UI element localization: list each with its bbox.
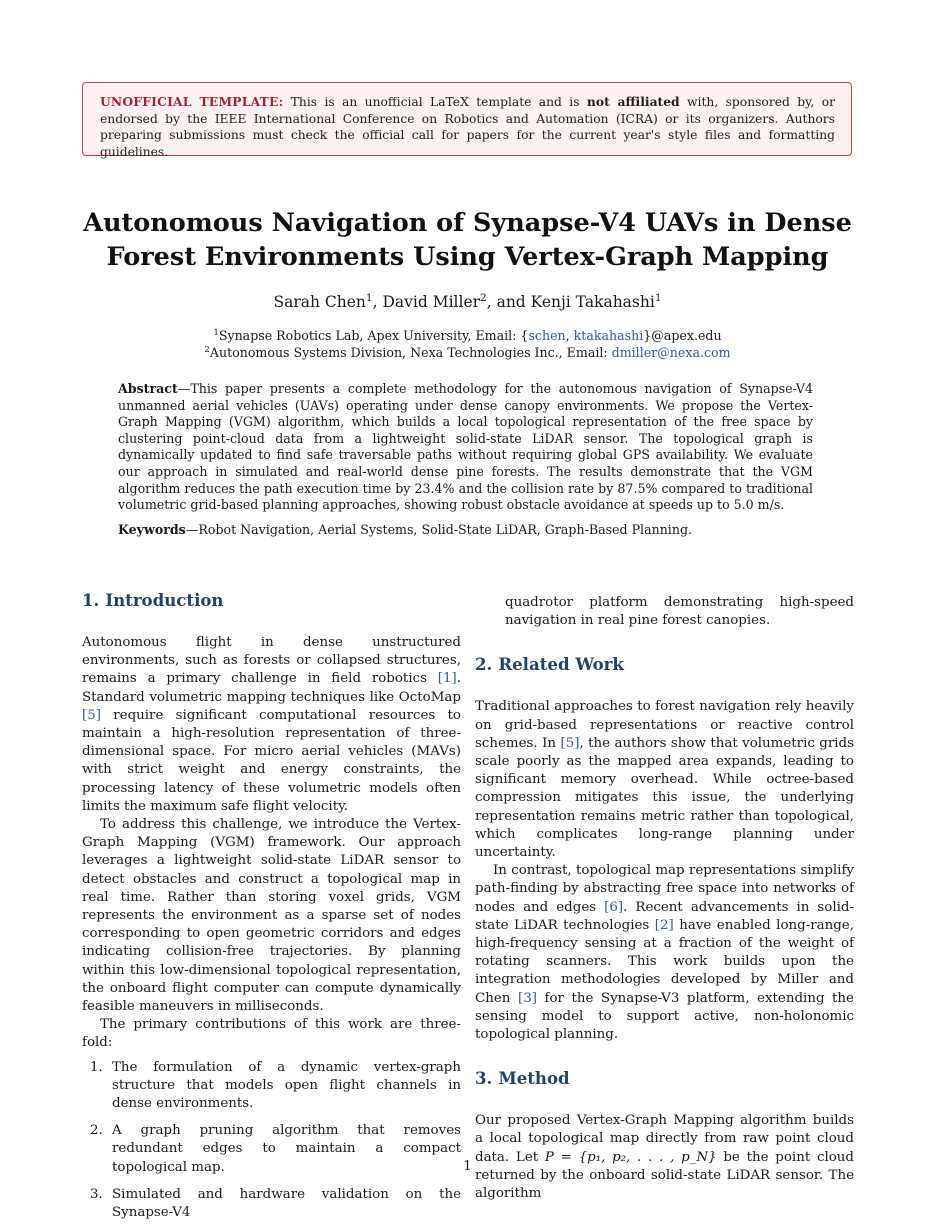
intro-paragraph-2: To address this challenge, we introduce the Vertex-Graph Mapping (VGM) framework. Our approach leverages a lightweight solid-state LiDAR sensor to detect obstacles and construct a topological map in real time. Rather than storing voxel grids, VGM represents the environment as a sparse set of nodes corresponding to open geometric corridors and edges indicating collision-free trajectories. By planning within this low-dimensional topological representation, the onboard flight computer can compute dynamically feasible maneuvers in milliseconds. xyxy=(82,817,461,1015)
author-separator: , and xyxy=(486,293,531,311)
notice-text-1: This is an unofficial LaTeX template and is xyxy=(283,95,587,109)
affiliation-mark: 2 xyxy=(204,344,210,355)
text-run: Autonomous flight in dense unstructured environments, such as forests or collapsed structures, remains a primary challenge in field robotics xyxy=(82,635,461,687)
related-paragraph-2 xyxy=(475,862,854,1044)
author-name: Sarah Chen xyxy=(273,293,366,311)
affiliation-mark: 1 xyxy=(213,327,219,338)
author-separator: , xyxy=(372,293,383,311)
paper-title xyxy=(60,206,875,274)
list-marker: 1. xyxy=(90,1059,103,1075)
author-name: Kenji Takahashi xyxy=(530,293,655,311)
author-list xyxy=(0,292,935,312)
page-number: 1 xyxy=(463,1159,472,1174)
abstract-text: —This paper presents a complete methodology for the autonomous navigation of Synapse-V4 unmanned aerial vehicles (UAVs) operating under dense canopy environments. We propose the Vertex-Graph Mapping (VGM) algorithm, which builds a local topological representation of the free space by clustering point-cloud data from a lightweight solid-state LiDAR sensor. The topological graph is dynamically updated to find safe traversable paths without requiring global GPS availability. We evaluate our approach in simulated and real-world dense pine forests. The results demonstrate that the VGM algorithm reduces the path execution time by 23.4% and the collision rate by 87.5% compared to traditional volumetric grid-based planning approaches, showing robust obstacle avoidance at speeds up to 5.0 m/s. xyxy=(118,381,813,513)
related-paragraph-1 xyxy=(475,698,854,862)
text-run: be the point cloud returned by the onboard solid-state LiDAR sensor. The algorithm xyxy=(475,1149,854,1202)
section-title: Method xyxy=(498,1068,570,1089)
abstract-heading: Abstract xyxy=(118,381,178,396)
right-column xyxy=(475,594,854,1203)
section-title: Related Work xyxy=(498,654,624,675)
author-affil-mark: 1 xyxy=(365,291,373,304)
notice-text-2: with, sponsored by, or endorsed by the IEEE International Conference on Robotics and Automation (ICRA) or its organizers. Authors preparing submissions must check the official call for papers for the current year's style files and formatting guidelines. xyxy=(100,95,835,159)
citation-link[interactable]: [1] xyxy=(437,671,457,687)
list-item xyxy=(82,1059,461,1114)
title-line-1: Autonomous Navigation of Synapse-V4 UAVs in Dense xyxy=(83,208,852,238)
left-column xyxy=(82,588,461,1231)
section-heading-introduction xyxy=(82,588,461,614)
affiliation-text: Synapse Robotics Lab, Apex University, Email: { xyxy=(218,328,529,343)
method-paragraph-1 xyxy=(475,1112,854,1203)
list-item-text: Simulated and hardware validation on the Synapse-V4 xyxy=(112,1186,461,1221)
author-name: David Miller xyxy=(382,293,481,311)
email-link-ktakahashi[interactable]: ktakahashi xyxy=(573,328,644,343)
list-marker: 3. xyxy=(90,1186,103,1202)
text-run: Our proposed Vertex-Graph Mapping algorithm builds a local topological map directly from raw point cloud data. Let xyxy=(475,1113,854,1165)
list-item-text: The formulation of a dynamic vertex-graph structure that models open flight channels in dense environments. xyxy=(112,1059,461,1112)
citation-link[interactable]: [5] xyxy=(82,707,101,723)
affiliation-text: Autonomous Systems Division, Nexa Technologies Inc., Email: xyxy=(209,345,612,360)
email-link-schen[interactable]: schen xyxy=(528,328,566,343)
notice-label: UNOFFICIAL TEMPLATE: xyxy=(100,94,284,109)
section-title: Introduction xyxy=(105,590,224,610)
intro-paragraph-1 xyxy=(82,634,461,816)
keywords-heading: Keywords xyxy=(118,522,186,537)
text-run: . Recent advancements in solid-state LiDAR technologies xyxy=(475,899,854,933)
citation-link[interactable]: [6] xyxy=(604,899,624,915)
section-number: 1. xyxy=(82,590,100,610)
contributions-list xyxy=(82,1059,461,1223)
affiliation-email-domain: }@apex.edu xyxy=(643,328,722,343)
author-affil-mark: 2 xyxy=(480,291,487,304)
list-marker: 2. xyxy=(90,1123,103,1139)
text-run: , the authors show that volumetric grids scale poorly as the mapped area expands, leading to significant memory overhead. While octree-based compression mitigates this issue, the underlying representation remains metric rather than topological, which complicates long-range planning under uncertainty. xyxy=(475,735,854,861)
section-heading-method xyxy=(475,1066,854,1092)
affiliation-2 xyxy=(0,344,935,361)
text-run: require significant computational resources to maintain a high-resolution representation of three-dimensional space. For micro aerial vehicles (MAVs) with strict weight and energy constraints, the processing latency of these volumetric models often limits the maximum safe flight velocity. xyxy=(82,707,461,814)
notice-bold: not affiliated xyxy=(586,94,680,109)
contribution-3-continuation: quadrotor platform demonstrating high-speed navigation in real pine forest canopies. xyxy=(505,595,854,629)
section-heading-related-work xyxy=(475,652,854,678)
text-run: Traditional approaches to forest navigation rely heavily on grid-based representations or reactive control schemes. In xyxy=(475,699,854,751)
author-affil-mark: 1 xyxy=(654,291,662,304)
keywords-text: —Robot Navigation, Aerial Systems, Solid-State LiDAR, Graph-Based Planning. xyxy=(185,522,693,537)
list-item xyxy=(82,1186,461,1222)
text-run: In contrast, topological map representations simplify path-finding by abstracting free space into networks of nodes and edges xyxy=(475,863,854,915)
citation-link[interactable]: [3] xyxy=(517,990,537,1006)
abstract xyxy=(118,381,813,514)
intro-paragraph-3: The primary contributions of this work are three-fold: xyxy=(82,1017,461,1051)
affiliation-comma: , xyxy=(565,328,574,343)
text-run: for the Synapse-V3 platform, extending the sensing model to support active, non-holonomic topological planning. xyxy=(475,990,854,1043)
list-item-text: A graph pruning algorithm that removes redundant edges to maintain a compact topological map. xyxy=(112,1123,461,1175)
text-run: . Standard volumetric mapping techniques like OctoMap xyxy=(82,671,461,705)
math-point-cloud: P = {p₁, p₂, . . . , p_N} xyxy=(544,1149,717,1165)
affiliation-1 xyxy=(0,327,935,344)
affiliations xyxy=(0,327,935,361)
text-run: have enabled long-range, high-frequency sensing at a fraction of the weight of rotating scanners. This work builds upon the integration methodologies developed by Miller and Chen xyxy=(475,917,854,1006)
citation-link[interactable]: [2] xyxy=(654,917,674,933)
section-number: 3. xyxy=(475,1068,493,1089)
section-number: 2. xyxy=(475,654,493,675)
citation-link[interactable]: [5] xyxy=(560,735,580,751)
email-link-dmiller[interactable]: dmiller@nexa.com xyxy=(611,345,731,360)
unofficial-template-notice xyxy=(82,82,852,159)
keywords xyxy=(118,522,813,539)
title-line-2: Forest Environments Using Vertex-Graph Mapping xyxy=(106,242,829,272)
